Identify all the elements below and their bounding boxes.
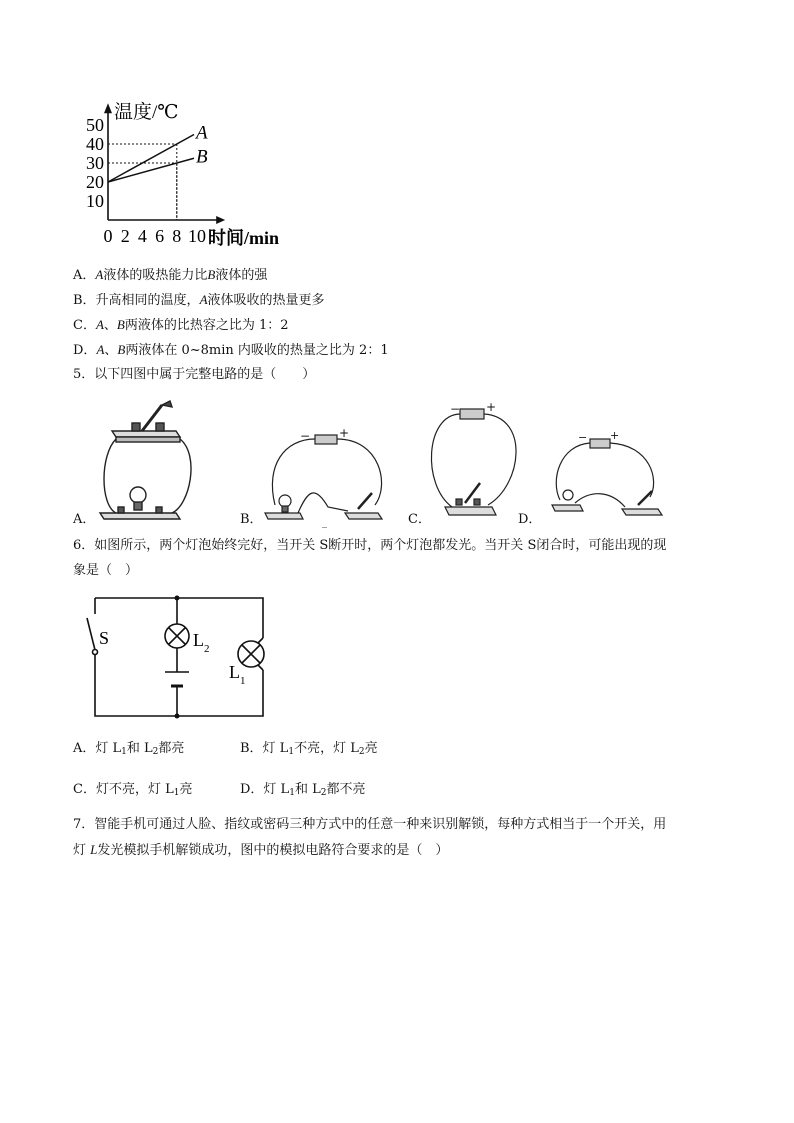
y-tick-label: 20 (86, 172, 104, 192)
label-l2: L (193, 630, 204, 650)
series-line-B (108, 158, 194, 182)
x-tick-label: 4 (137, 226, 147, 246)
y-tick-label: 10 (86, 191, 104, 211)
label-l1: L (229, 662, 240, 682)
q5-stem: 5．以下四图中属于完整电路的是（ ） (73, 367, 316, 382)
svg-text:_: _ (322, 517, 327, 528)
q5-label-b: B． (240, 512, 263, 527)
svg-text:−: − (450, 402, 461, 416)
switch-s (87, 618, 95, 650)
q4-option-c: C．A、B两液体的比热容之比为 1：2 (73, 317, 289, 333)
label-s: S (99, 628, 110, 648)
q6-option-d: D．灯 $L_1$和 $L_2$都不亮 (240, 782, 366, 798)
x-tick-label: 8 (172, 226, 182, 246)
svg-text:+: + (486, 400, 497, 414)
y-axis-label: 温度/℃ (114, 102, 179, 123)
q6-option-a: A．灯 $L_1$和 $L_2$都亮 (73, 741, 185, 757)
svg-text:−: − (300, 429, 311, 443)
label-l2-sub: 2 (204, 643, 210, 655)
q5-label-d: D． (518, 512, 542, 527)
q5-figure-b (265, 426, 382, 528)
y-axis-arrow (104, 103, 112, 113)
q6-option-c: C．灯不亮，灯 $L_1$亮 (73, 782, 193, 798)
x-tick-label: 10 (188, 226, 206, 246)
q7-stem-line2: 灯 L发光模拟手机解锁成功，图中的模拟电路符合要求的是（ ） (73, 842, 449, 858)
q4-option-d: D．A、B两液体在 0~8min 内吸收的热量之比为 2：1 (73, 342, 389, 358)
x-tick-label: 6 (155, 226, 165, 246)
q5-figure-d (552, 429, 662, 515)
svg-text:+: + (610, 429, 620, 442)
q7-stem-line1: 7．智能手机可通过人脸、指纹或密码三种方式中的任意一种来识别解锁，每种方式相当于一个开关，用 (73, 817, 667, 832)
x-tick-label: 2 (120, 226, 130, 246)
y-tick-label: 50 (86, 115, 104, 135)
label-l1-sub: 1 (240, 675, 246, 687)
svg-text:+: + (339, 426, 350, 440)
svg-text:−: − (578, 431, 588, 444)
q5-circuit-figures (60, 395, 680, 535)
y-tick-label: 30 (86, 153, 104, 173)
q5-figure-a (100, 401, 191, 519)
series-label-A: A (196, 122, 208, 144)
q5-label-c: C． (408, 512, 431, 527)
q6-circuit-diagram (85, 592, 285, 724)
q6-option-b: B．灯 $L_1$不亮，灯 $L_2$亮 (240, 741, 378, 757)
series-label-B: B (196, 146, 208, 168)
q5-label-a: A． (73, 512, 96, 527)
q5-figure-c (431, 400, 516, 515)
q6-stem-line2: 象是（ ） (73, 563, 139, 578)
series-line-A (108, 135, 194, 183)
x-tick-label: 0 (103, 226, 113, 246)
q4-option-b: B．升高相同的温度，A液体吸收的热量更多 (73, 292, 325, 308)
q4-option-a: A．A液体的吸热能力比B液体的强 (73, 267, 268, 283)
x-axis-arrow (216, 216, 225, 224)
q6-stem-line1: 6．如图所示，两个灯泡始终完好，当开关 S断开时，两个灯泡都发光。当开关 S闭合时，可能出现的现 (73, 538, 667, 553)
temperature-time-chart (74, 96, 334, 256)
y-tick-label: 40 (86, 134, 104, 154)
x-axis-label: 时间/min (208, 228, 280, 248)
